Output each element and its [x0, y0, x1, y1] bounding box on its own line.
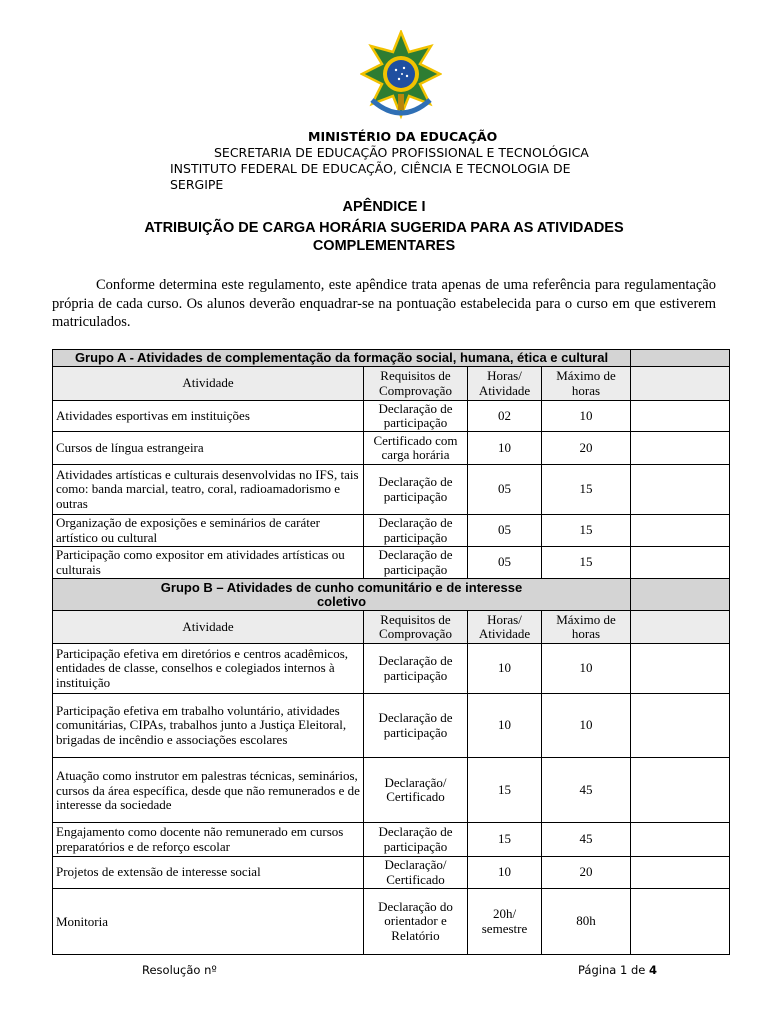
group-a-title: Grupo A - Atividades de complementação da formação social, humana, ética e cultural	[53, 350, 631, 367]
requirement-cell: Declaração de participação	[364, 465, 468, 515]
coat-of-arms-emblem	[360, 30, 442, 122]
requirement-cell: Declaração de participação	[364, 644, 468, 694]
table-row	[53, 644, 730, 694]
empty-cell	[631, 644, 730, 694]
table-row	[53, 694, 730, 758]
group-b-empty-cell	[631, 579, 730, 611]
requirement-cell: Declaração de participação	[364, 515, 468, 547]
activity-cell: Atuação como instrutor em palestras técnicas, seminários, cursos da área específica, desde que não remunerados e de interesse da sociedade	[53, 758, 364, 823]
max-hours-cell: 15	[542, 515, 631, 547]
document-title-line2: COMPLEMENTARES	[312, 238, 456, 254]
hours-cell: 15	[468, 758, 542, 823]
table-row	[53, 889, 730, 955]
hours-cell: 05	[468, 547, 542, 579]
hours-cell: 10	[468, 644, 542, 694]
hours-cell: 05	[468, 515, 542, 547]
empty-cell	[631, 694, 730, 758]
requirement-cell: Declaração de participação	[364, 694, 468, 758]
activity-cell: Monitoria	[53, 889, 364, 955]
requirement-cell: Certificado com carga horária	[364, 432, 468, 465]
max-hours-cell: 15	[542, 547, 631, 579]
empty-cell	[631, 889, 730, 955]
column-header-requirements: Requisitos de Comprovação	[364, 367, 468, 401]
activity-cell: Participação como expositor em atividades artísticas ou culturais	[53, 547, 364, 579]
table-row	[53, 515, 730, 547]
group-a-header-row	[53, 350, 730, 367]
requirement-cell: Declaração de participação	[364, 401, 468, 432]
page-current: 1	[619, 963, 628, 977]
activity-cell: Organização de exposições e seminários de caráter artístico ou cultural	[53, 515, 364, 547]
max-hours-cell: 45	[542, 758, 631, 823]
hours-cell: 20h/ semestre	[468, 889, 542, 955]
group-b-title	[53, 579, 631, 611]
requirement-cell: Declaração do orientador e Relatório	[364, 889, 468, 955]
max-hours-cell: 15	[542, 465, 631, 515]
table-row	[53, 465, 730, 515]
table-row	[53, 758, 730, 823]
group-b-column-header-row	[53, 611, 730, 644]
requirement-cell: Declaração/ Certificado	[364, 758, 468, 823]
institute-name-line2: SERGIPE	[170, 177, 224, 192]
document-title-line1: ATRIBUIÇÃO DE CARGA HORÁRIA SUGERIDA PARA AS ATIVIDADES	[144, 220, 624, 236]
activity-cell: Cursos de língua estrangeira	[53, 432, 364, 465]
page-label: Página	[578, 963, 617, 977]
activity-cell: Participação efetiva em trabalho voluntário, atividades comunitárias, CIPAs, trabalhos junto a Justiça Eleitoral, brigadas de incêndio e associações escolares	[53, 694, 364, 758]
max-hours-cell: 45	[542, 823, 631, 857]
empty-cell	[631, 401, 730, 432]
table-row	[53, 547, 730, 579]
table-row	[53, 401, 730, 432]
group-b-title-line2: coletivo	[316, 593, 367, 609]
hours-cell: 15	[468, 823, 542, 857]
empty-cell	[631, 857, 730, 889]
footer-page-number	[578, 963, 657, 977]
hours-cell: 05	[468, 465, 542, 515]
group-a-column-header-row	[53, 367, 730, 401]
activity-cell: Atividades artísticas e culturais desenvolvidas no IFS, tais como: banda marcial, teatro, coral, radioamadorismo e outras	[53, 465, 364, 515]
intro-text: Conforme determina este regulamento, este apêndice trata apenas de uma referência para regulamentação própria de cada curso. Os alunos deverão enquadrar-se na pontuação estabelecida para o curso em que estiverem matriculados.	[52, 277, 716, 330]
activity-cell: Atividades esportivas em instituições	[53, 401, 364, 432]
column-header-hours: Horas/ Atividade	[468, 611, 542, 644]
activity-cell: Engajamento como docente não remunerado em cursos preparatórios e de reforço escolar	[53, 823, 364, 857]
activity-cell: Projetos de extensão de interesse social	[53, 857, 364, 889]
column-header-hours: Horas/ Atividade	[468, 367, 542, 401]
max-hours-cell: 10	[542, 694, 631, 758]
table-row	[53, 432, 730, 465]
empty-cell	[631, 465, 730, 515]
column-header-activity: Atividade	[53, 611, 364, 644]
institute-name-line1: INSTITUTO FEDERAL DE EDUCAÇÃO, CIÊNCIA E TECNOLOGIA DE	[170, 161, 571, 176]
activities-table	[52, 349, 730, 955]
max-hours-cell: 10	[542, 644, 631, 694]
appendix-title: APÊNDICE I	[342, 199, 426, 215]
hours-cell: 10	[468, 694, 542, 758]
empty-cell	[631, 515, 730, 547]
max-hours-cell: 80h	[542, 889, 631, 955]
table-row	[53, 857, 730, 889]
activity-cell: Participação efetiva em diretórios e centros acadêmicos, entidades de classe, conselhos e colegiados internos à instituição	[53, 644, 364, 694]
requirement-cell: Declaração de participação	[364, 547, 468, 579]
requirement-cell: Declaração de participação	[364, 823, 468, 857]
secretariat-name: SECRETARIA DE EDUCAÇÃO PROFISSIONAL E TECNOLÓGICA	[214, 145, 589, 160]
column-header-activity: Atividade	[53, 367, 364, 401]
empty-cell	[631, 823, 730, 857]
page-of-label: de	[630, 963, 646, 977]
empty-cell	[631, 758, 730, 823]
hours-cell: 02	[468, 401, 542, 432]
ministry-name: MINISTÉRIO DA EDUCAÇÃO	[308, 129, 498, 144]
hours-cell: 10	[468, 857, 542, 889]
column-header-empty	[631, 367, 730, 401]
page-total: 4	[648, 963, 657, 977]
max-hours-cell: 20	[542, 432, 631, 465]
table-row	[53, 823, 730, 857]
empty-cell	[631, 547, 730, 579]
column-header-empty	[631, 611, 730, 644]
intro-paragraph	[52, 276, 716, 332]
empty-cell	[631, 432, 730, 465]
hours-cell: 10	[468, 432, 542, 465]
group-b-header-row	[53, 579, 730, 611]
max-hours-cell: 20	[542, 857, 631, 889]
requirement-cell: Declaração/ Certificado	[364, 857, 468, 889]
footer-resolution: Resolução nº	[142, 963, 217, 977]
column-header-max: Máximo de horas	[542, 611, 631, 644]
column-header-requirements: Requisitos de Comprovação	[364, 611, 468, 644]
max-hours-cell: 10	[542, 401, 631, 432]
column-header-max: Máximo de horas	[542, 367, 631, 401]
group-a-empty-cell	[631, 350, 730, 367]
group-b-title-line1: Grupo B – Atividades de cunho comunitário e de interesse	[160, 579, 523, 595]
